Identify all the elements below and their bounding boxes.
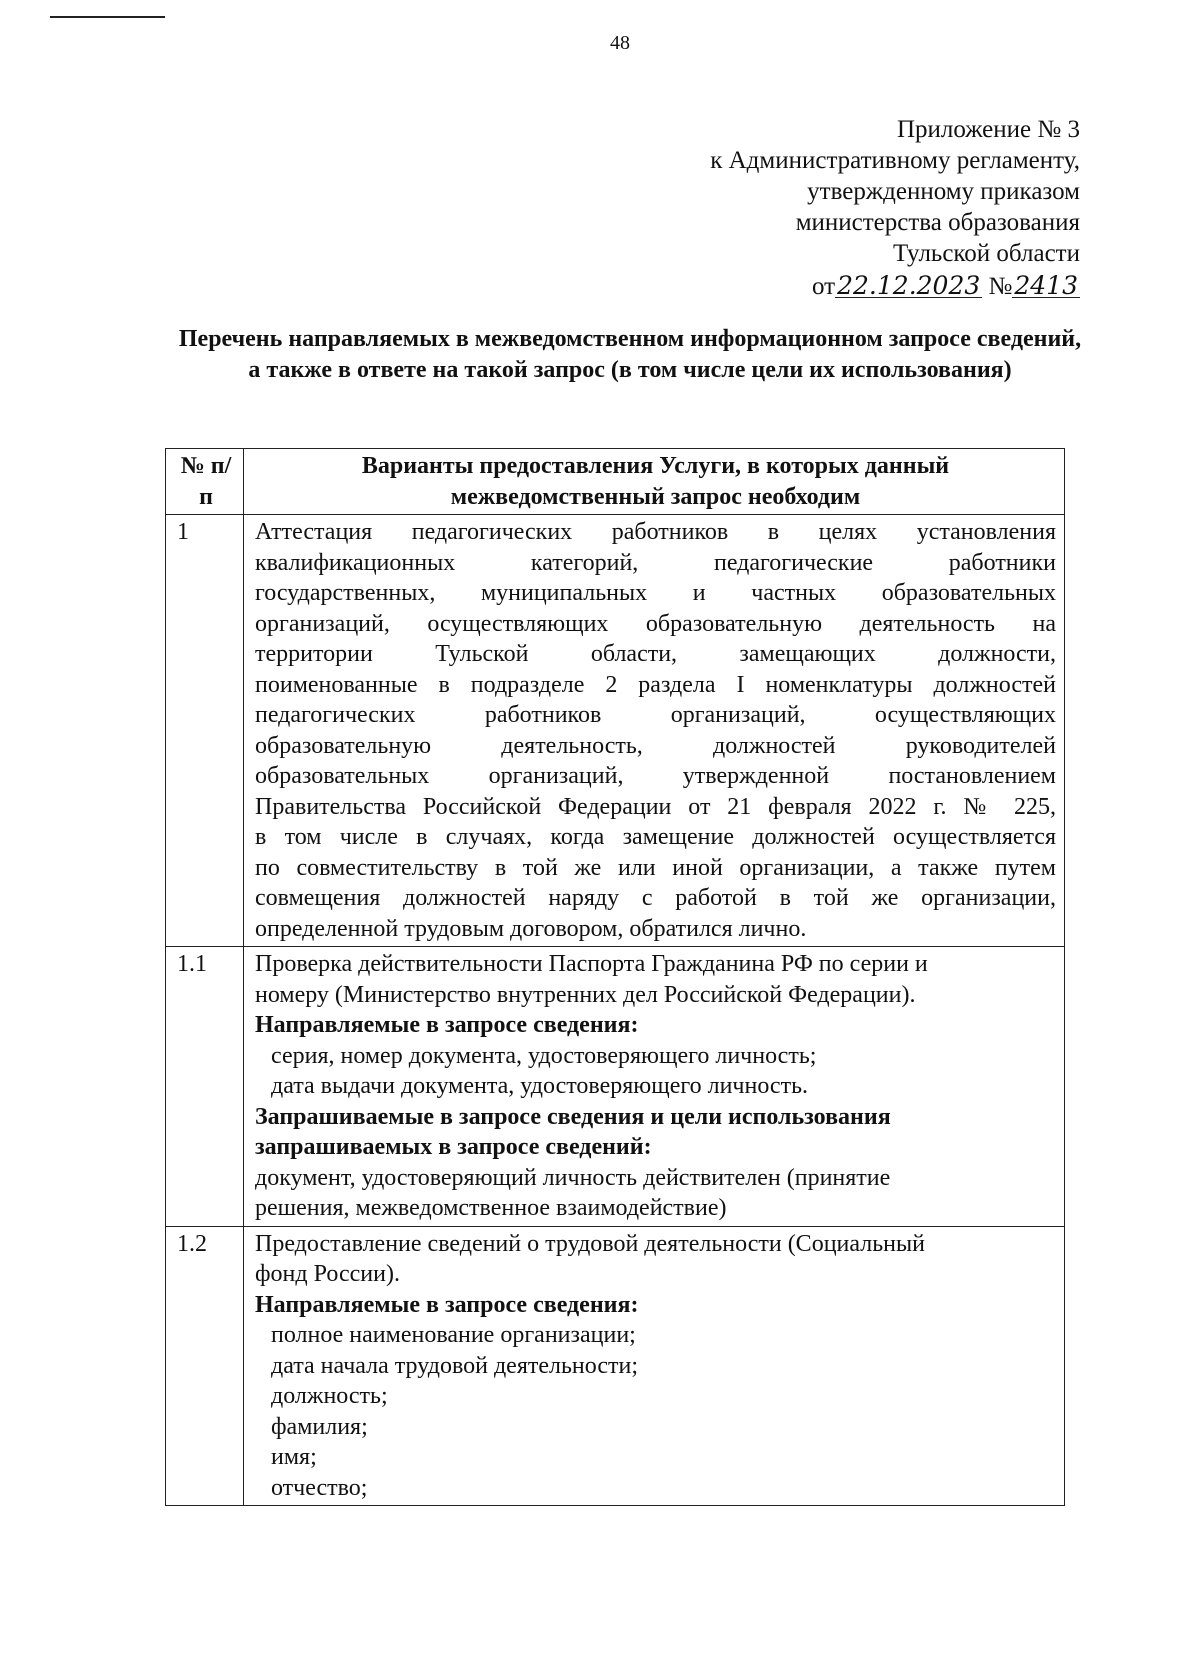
sent-data-item: серия, номер документа, удостоверяющего личность; <box>271 1042 817 1069</box>
sent-data-heading: Направляемые в запросе сведения: <box>255 1012 639 1038</box>
requested-data-heading: Запрашиваемые в запросе сведения и цели использования <box>255 1103 891 1130</box>
table-row <box>166 515 1065 947</box>
sent-data-item: имя; <box>271 1444 317 1470</box>
table-row <box>166 947 1065 1227</box>
text-line: поименованные в подразделе 2 раздела I номенклатуры должностей <box>255 671 1056 698</box>
requested-data-heading: запрашиваемых в запросе сведений: <box>255 1134 652 1160</box>
text-line: по совместительству в той же или иной организации, а также путем <box>255 854 1056 881</box>
table-row <box>166 1226 1065 1506</box>
handwritten-number: 2413 <box>1014 271 1078 300</box>
appendix-line: к Административному регламенту, <box>710 147 1080 174</box>
sent-data-item: полное наименование организации; <box>271 1322 636 1348</box>
text-line: образовательную деятельность, должностей руководителей <box>255 732 1056 759</box>
sent-data-item: должность; <box>271 1383 388 1409</box>
number-prefix: № <box>988 273 1013 300</box>
handwritten-date: 22.12.2023 <box>837 271 981 300</box>
appendix-line: Тульской области <box>893 240 1080 267</box>
page-number: 48 <box>610 32 630 54</box>
row-content <box>244 1226 1065 1506</box>
text-line: организаций, осуществляющих образовательную деятельность на <box>255 610 1056 637</box>
text-line: Аттестация педагогических работников в целях установления <box>255 519 1056 545</box>
header-variants: Варианты предоставления Услуги, в которых данный межведомственный запрос необходим <box>244 449 1065 515</box>
sent-data-item: отчество; <box>271 1474 368 1501</box>
text-line: совмещения должностей наряду с работой в той же организации, <box>255 885 1056 911</box>
row-num: 1 <box>166 515 244 947</box>
text-line: педагогических работников организаций, осуществляющих <box>255 702 1056 728</box>
text-line: Предоставление сведений о трудовой деятельности (Социальный <box>255 1230 925 1257</box>
row-num: 1.2 <box>166 1226 244 1506</box>
requested-data-item: решения, межведомственное взаимодействие) <box>255 1195 727 1221</box>
appendix-line: Приложение № 3 <box>896 116 1080 143</box>
sent-data-heading: Направляемые в запросе сведения: <box>255 1291 639 1318</box>
appendix-block <box>710 114 1080 302</box>
row-num: 1.1 <box>166 947 244 1227</box>
corner-mark <box>50 16 165 18</box>
text-line: в том числе в случаях, когда замещение должностей осуществляется <box>255 824 1056 850</box>
text-line: определенной трудовым договором, обратился лично. <box>255 915 807 942</box>
table-header-row <box>166 449 1065 515</box>
text-line: территории Тульской области, замещающих должности, <box>255 641 1056 667</box>
order-date-line <box>710 271 1080 302</box>
text-line: номеру (Министерство внутренних дел Российской Федерации). <box>255 981 916 1008</box>
header-num: № п/п <box>166 449 244 515</box>
sent-data-item: дата выдачи документа, удостоверяющего личность. <box>271 1073 809 1099</box>
appendix-line: министерства образования <box>795 209 1080 236</box>
appendix-line: утвержденному приказом <box>807 178 1080 205</box>
document-title: Перечень направляемых в межведомственном информационном запросе сведений, а также в ответе на такой запрос (в том числе цели их использования) <box>178 326 1082 383</box>
sent-data-item: фамилия; <box>271 1413 368 1440</box>
text-line: фонд России). <box>255 1261 400 1287</box>
text-line: Правительства Российской Федерации от 21 февраля 2022 г. № 225, <box>255 793 1056 820</box>
row-content <box>244 515 1065 947</box>
row-content <box>244 947 1065 1227</box>
requested-data-item: документ, удостоверяющий личность действителен (принятие <box>255 1164 891 1191</box>
sent-data-item: дата начала трудовой деятельности; <box>271 1352 639 1379</box>
text-line: Проверка действительности Паспорта Гражданина РФ по серии и <box>255 951 928 977</box>
requests-table <box>165 448 1065 1506</box>
date-prefix: от <box>812 273 836 300</box>
text-line: образовательных организаций, утвержденной постановлением <box>255 763 1056 789</box>
text-line: квалификационных категорий, педагогические работники <box>255 549 1056 576</box>
text-line: государственных, муниципальных и частных образовательных <box>255 580 1056 606</box>
